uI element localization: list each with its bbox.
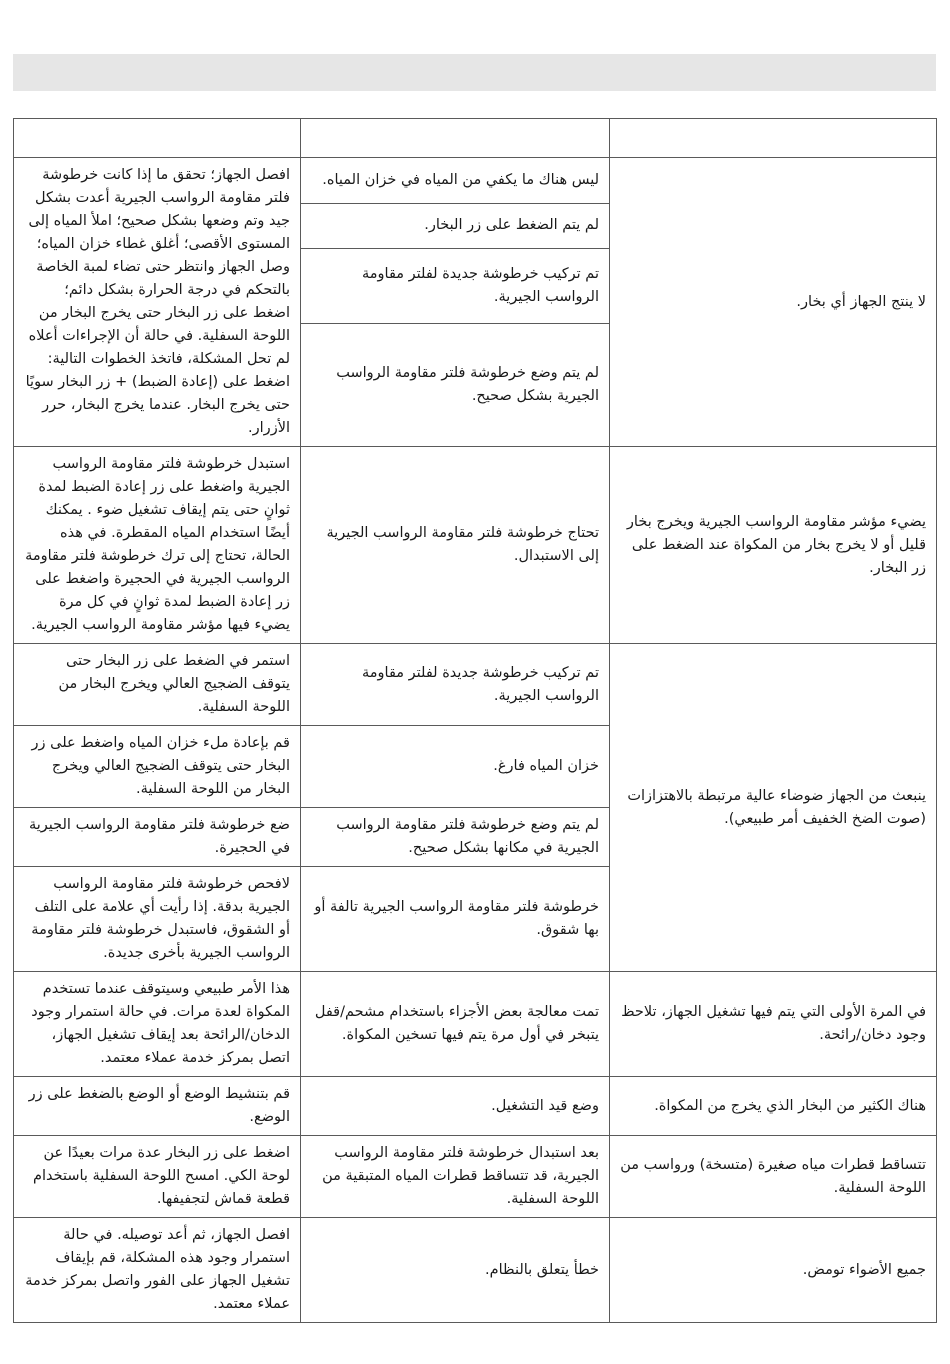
cause-cell: تم تركيب خرطوشة جديدة لفلتر مقاومة الرواسب الجيرية. bbox=[301, 249, 610, 324]
table-row bbox=[14, 1077, 937, 1136]
solution-cell: افصل الجهاز، ثم أعد توصيله. في حالة استمرار وجود هذه المشكلة، قم بإيقاف تشغيل الجهاز على الفور واتصل بمركز خدمة عملاء معتمد. bbox=[14, 1218, 301, 1323]
table-row bbox=[14, 644, 937, 726]
problem-cell: ينبعث من الجهاز ضوضاء عالية مرتبطة بالاهتزازات (صوت الضخ الخفيف أمر طبيعي). bbox=[610, 644, 937, 972]
cause-cell: لم يتم الضغط على زر البخار. bbox=[301, 203, 610, 249]
solution-cell: استبدل خرطوشة فلتر مقاومة الرواسب الجيرية واضغط على زر إعادة الضبط لمدة ثوانٍ حتى يتم إيقاف تشغيل ضوء . يمكنك أيضًا استخدام المياه المقطرة. في هذه الحالة، تحتاج إلى ترك خرطوشة فلتر مقاومة الرواسب الجيرية في الحجيرة واضغط على زر إعادة الضبط لمدة ثوانٍ في كل مرة يضيء فيها مؤشر مقاومة الرواسب الجيرية. bbox=[14, 447, 301, 644]
problem-cell: جميع الأضواء تومض. bbox=[610, 1218, 937, 1323]
problem-cell: في المرة الأولى التي يتم فيها تشغيل الجهاز، تلاحظ وجود دخان/رائحة. bbox=[610, 972, 937, 1077]
table-header-row bbox=[14, 119, 937, 158]
solution-cell: استمر في الضغط على زر البخار حتى يتوقف الضجيج العالي ويخرج البخار من اللوحة السفلية. bbox=[14, 644, 301, 726]
table-row bbox=[14, 447, 937, 644]
cause-cell: وضع قيد التشغيل. bbox=[301, 1077, 610, 1136]
table-row bbox=[14, 972, 937, 1077]
problem-cell: هناك الكثير من البخار الذي يخرج من المكواة. bbox=[610, 1077, 937, 1136]
solution-cell: قم بتنشيط الوضع أو الوضع بالضغط على زر الوضع. bbox=[14, 1077, 301, 1136]
solution-cell: ضع خرطوشة فلتر مقاومة الرواسب الجيرية في الحجيرة. bbox=[14, 808, 301, 867]
cause-cell: لم يتم وضع خرطوشة فلتر مقاومة الرواسب الجيرية بشكل صحيح. bbox=[301, 324, 610, 447]
header-problem bbox=[610, 119, 937, 158]
problem-cell: لا ينتج الجهاز أي بخار. bbox=[610, 158, 937, 447]
header-bar bbox=[13, 54, 936, 91]
cause-cell: بعد استبدال خرطوشة فلتر مقاومة الرواسب الجيرية، قد تتساقط قطرات المياه المتبقية من اللوحة السفلية. bbox=[301, 1136, 610, 1218]
header-cause bbox=[301, 119, 610, 158]
solution-cell: افصل الجهاز؛ تحقق ما إذا كانت خرطوشة فلتر مقاومة الرواسب الجيرية أعدت بشكل جيد وتم وضعها بشكل صحيح؛ املأ المياه إلى المستوى الأقصى؛ أغلق غطاء خزان المياه؛ وصل الجهاز وانتظر حتى تضاء لمبة الخاصة بالتحكم في درجة الحرارة بشكل دائم؛ اضغط على زر البخار حتى يخرج البخار من اللوحة السفلية. في حالة أن الإجراءات أعلاه لم تحل المشكلة، فاتخذ الخطوات التالية: اضغط على (إعادة الضبط) + زر البخار سويًا حتى يخرج البخار. عندما يخرج البخار، حرر الأزرار. bbox=[14, 158, 301, 447]
solution-cell: هذا الأمر طبيعي وسيتوقف عندما تستخدم المكواة لعدة مرات. في حالة استمرار وجود الدخان/الرائحة بعد إيقاف تشغيل الجهاز، اتصل بمركز خدمة عملاء معتمد. bbox=[14, 972, 301, 1077]
cause-cell: ليس هناك ما يكفي من المياه في خزان المياه. bbox=[301, 158, 610, 204]
solution-cell: اضغط على زر البخار عدة مرات بعيدًا عن لوحة الكي. امسح اللوحة السفلية باستخدام قطعة قماش لتجفيفها. bbox=[14, 1136, 301, 1218]
cause-cell: لم يتم وضع خرطوشة فلتر مقاومة الرواسب الجيرية في مكانها بشكل صحيح. bbox=[301, 808, 610, 867]
cause-cell: تمت معالجة بعض الأجزاء باستخدام مشحم/قفل يتبخر في أول مرة يتم فيها تسخين المكواة. bbox=[301, 972, 610, 1077]
troubleshooting-table bbox=[13, 118, 937, 1323]
solution-cell: لافحص خرطوشة فلتر مقاومة الرواسب الجيرية بدقة. إذا رأيت أي علامة على التلف أو الشقوق، فاستبدل خرطوشة فلتر مقاومة الرواسب الجيرية بأخرى جديدة. bbox=[14, 867, 301, 972]
cause-cell: خزان المياه فارغ. bbox=[301, 726, 610, 808]
problem-cell: يضيء مؤشر مقاومة الرواسب الجيرية ويخرج بخار قليل أو لا يخرج بخار من المكواة عند الضغط على زر البخار. bbox=[610, 447, 937, 644]
cause-cell: خطأ يتعلق بالنظام. bbox=[301, 1218, 610, 1323]
cause-cell: تم تركيب خرطوشة جديدة لفلتر مقاومة الرواسب الجيرية. bbox=[301, 644, 610, 726]
problem-cell: تتساقط قطرات مياه صغيرة (متسخة) ورواسب من اللوحة السفلية. bbox=[610, 1136, 937, 1218]
header-solution bbox=[14, 119, 301, 158]
table-row bbox=[14, 158, 937, 204]
cause-cell: تحتاج خرطوشة فلتر مقاومة الرواسب الجيرية إلى الاستبدال. bbox=[301, 447, 610, 644]
table-row bbox=[14, 1218, 937, 1323]
cause-cell: خرطوشة فلتر مقاومة الرواسب الجيرية تالفة أو بها شقوق. bbox=[301, 867, 610, 972]
solution-cell: قم بإعادة ملء خزان المياه واضغط على زر البخار حتى يتوقف الضجيج العالي ويخرج البخار من اللوحة السفلية. bbox=[14, 726, 301, 808]
table-row bbox=[14, 1136, 937, 1218]
